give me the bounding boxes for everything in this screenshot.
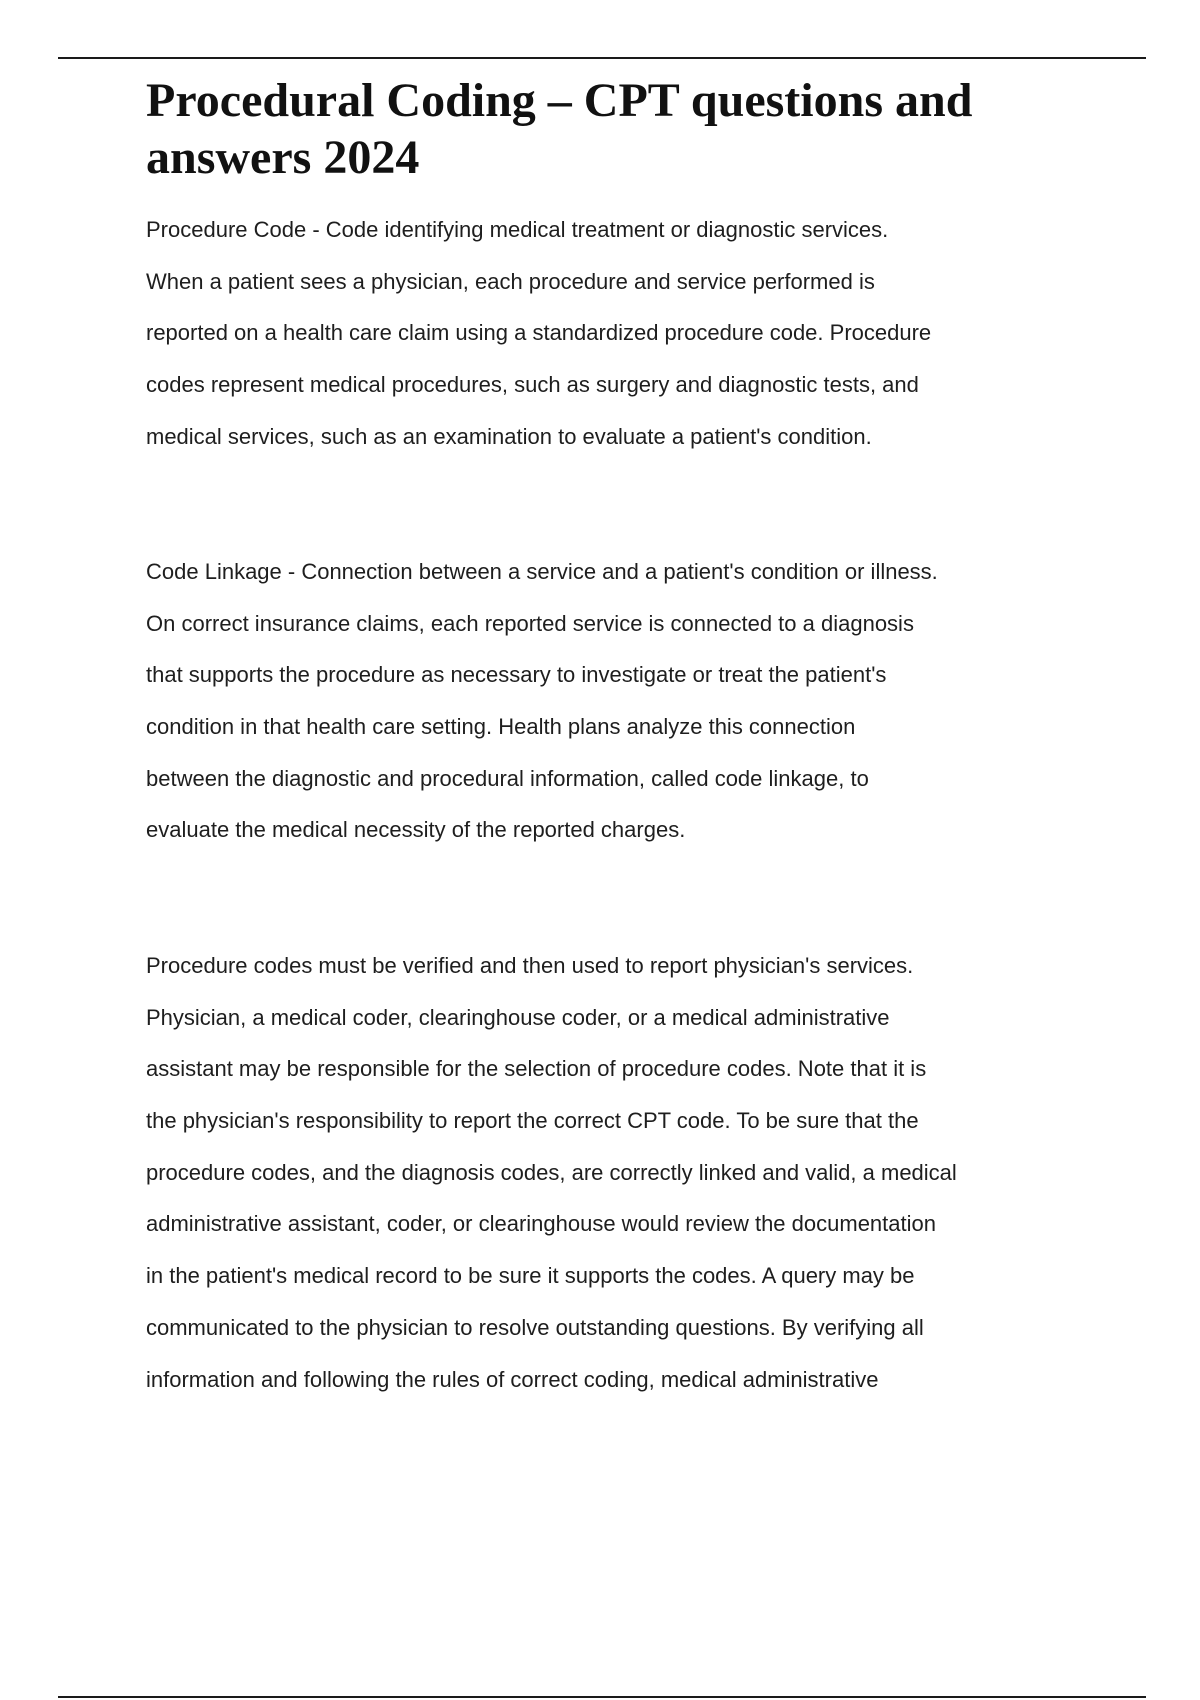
text-line: communicated to the physician to resolve outstanding questions. By verifying all <box>146 1314 924 1340</box>
document-title: Procedural Coding – CPT questions and answers 2024 <box>146 74 973 184</box>
text-line: Procedure Code - Code identifying medical treatment or diagnostic services. <box>146 217 889 242</box>
paragraph-procedure-verification <box>146 940 1146 1405</box>
text-line: administrative assistant, coder, or clearinghouse would review the documentation <box>146 1211 936 1237</box>
text-line: reported on a health care claim using a standardized procedure code. Procedure <box>146 320 932 346</box>
text-line: When a patient sees a physician, each procedure and service performed is <box>146 268 875 294</box>
header-rule <box>58 57 1146 59</box>
footer-rule <box>58 1696 1146 1698</box>
paragraph-code-linkage <box>146 546 1146 856</box>
text-line: Code Linkage - Connection between a service and a patient's condition or illness. <box>146 559 938 584</box>
text-line: Physician, a medical coder, clearinghouse coder, or a medical administrative <box>146 1004 890 1030</box>
paragraph-procedure-code <box>146 204 1146 462</box>
text-line: procedure codes, and the diagnosis codes, are correctly linked and valid, a medical <box>146 1159 957 1185</box>
text-line: that supports the procedure as necessary to investigate or treat the patient's <box>146 662 887 688</box>
text-line: between the diagnostic and procedural information, called code linkage, to <box>146 765 869 791</box>
text-line: evaluate the medical necessity of the reported charges. <box>146 817 686 843</box>
text-line: medical services, such as an examination to evaluate a patient's condition. <box>146 423 872 449</box>
text-line: Procedure codes must be verified and then used to report physician's services. <box>146 953 914 978</box>
text-line: assistant may be responsible for the selection of procedure codes. Note that it is <box>146 1056 927 1082</box>
text-line: codes represent medical procedures, such as surgery and diagnostic tests, and <box>146 372 919 398</box>
text-line: information and following the rules of correct coding, medical administrative <box>146 1366 879 1392</box>
text-line: On correct insurance claims, each reported service is connected to a diagnosis <box>146 610 914 636</box>
text-line: condition in that health care setting. Health plans analyze this connection <box>146 714 856 740</box>
text-line: in the patient's medical record to be sure it supports the codes. A query may be <box>146 1263 915 1289</box>
text-line: the physician's responsibility to report the correct CPT code. To be sure that the <box>146 1108 919 1134</box>
